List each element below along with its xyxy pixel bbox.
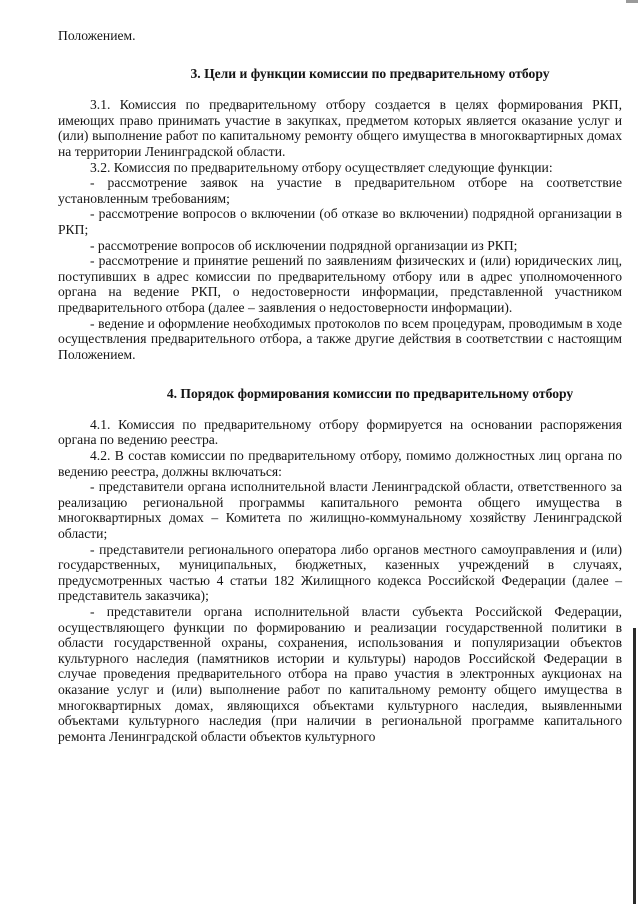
section-3-title: 3. Цели и функции комиссии по предварительному отбору	[190, 65, 550, 81]
section-4-title: 4. Порядок формирования комиссии по предварительному отбору	[166, 386, 574, 402]
list-item: - представители регионального оператора либо органов местного самоуправления и (или) государственных, муниципальных, бюджетных, казенных учреждений в случаях, предусмотренных частью 4 статьи 182 Жилищного кодекса Российской Федерации (далее – представитель заказчика);	[58, 541, 622, 604]
scan-edge-mark-right	[633, 628, 636, 904]
list-item: - представители органа исполнительной власти субъекта Российской Федерации, осуществляющего функции по формированию и реализации государственной политики в области государственной охраны, сохранения, использования и популяризации объектов культурного наследия (памятников истории и культуры) народов Российской Федерации в случае проведения предварительного отбора на право участия в электронных аукционах на оказание услуг и (или) выполнение работ по капитальному ремонту общего имущества в многоквартирных домах, являющихся объектами культурного наследия, выявленными объектами культурного наследия (при наличии в региональной программе капитального ремонта Ленинградской области объектов культурного	[58, 604, 622, 744]
list-item: - рассмотрение вопросов об исключении подрядной организации из РКП;	[90, 237, 518, 253]
paragraph-4-2: 4.2. В состав комиссии по предварительному отбору, помимо должностных лиц органа по ведению реестра, должны включаться:	[58, 448, 622, 479]
list-item: - рассмотрение заявок на участие в предварительном отборе на соответствие установленным требованиям;	[58, 175, 622, 206]
list-item: - рассмотрение вопросов о включении (об отказе во включении) подрядной организации в РКП;	[58, 206, 622, 237]
list-item: - рассмотрение и принятие решений по заявлениям физических и (или) юридических лиц, поступивших в адрес комиссии по предварительному отбору или в адрес уполномоченного органа на ведение РКП, о недостоверности информации, представленной участником предварительного отбора (далее – заявления о недостоверности информации).	[58, 253, 622, 315]
list-item: - представители органа исполнительной власти Ленинградской области, ответственного за реализацию региональной программы капитального ремонта общего имущества в многоквартирных домах – Комитета по жилищно-коммунальному хозяйству Ленинградской области;	[58, 479, 622, 542]
intro-line: Положением.	[58, 28, 136, 43]
document-page	[58, 28, 622, 744]
paragraph-3-1: 3.1. Комиссия по предварительному отбору создается в целях формирования РКП, имеющих право принимать участие в закупках, предметом которых является оказание услуг и (или) выполнение работ по капитальному ремонту общего имущества в многоквартирных домах на территории Ленинградской области.	[58, 97, 622, 159]
paragraph-4-1: 4.1. Комиссия по предварительному отбору формируется на основании распоряжения органа по ведению реестра.	[58, 416, 622, 448]
scan-edge-mark-top	[626, 0, 638, 3]
list-item: - ведение и оформление необходимых протоколов по всем процедурам, проводимым в ходе осуществления предварительного отбора, а также другие действия в соответствии с настоящим Положением.	[58, 315, 622, 362]
paragraph-3-2: 3.2. Комиссия по предварительному отбору осуществляет следующие функции:	[90, 159, 553, 175]
